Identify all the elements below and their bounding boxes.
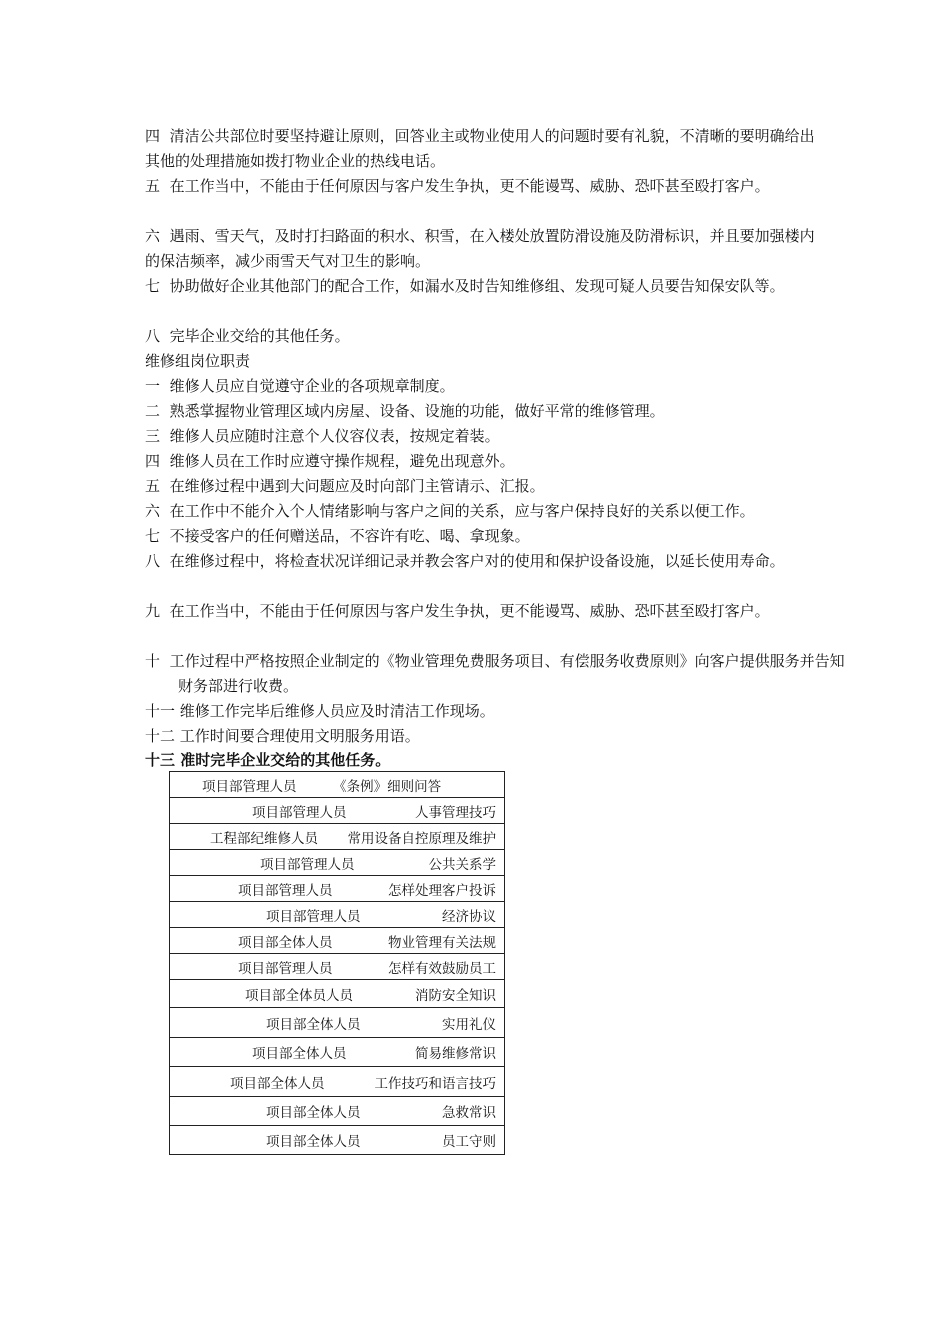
duty-item xyxy=(145,549,848,574)
table-row xyxy=(170,772,505,798)
table-row xyxy=(170,1008,505,1038)
paragraph-four xyxy=(145,124,815,174)
duty-number: 五 xyxy=(145,477,161,495)
duty-number: 九 xyxy=(145,602,161,620)
duty-text: 工作过程中严格按照企业制定的《物业管理免费服务项目、有偿服务收费原则》向客户提供服务并告知财务部进行收费。 xyxy=(169,652,845,695)
trainee: 项目部全体人员 xyxy=(230,1075,325,1092)
paragraph-number: 六 xyxy=(145,227,161,245)
duty-item xyxy=(145,424,815,449)
duty-item xyxy=(145,724,815,749)
course: 人事管理技巧 xyxy=(415,804,496,821)
table-cell xyxy=(170,980,505,1008)
course: 急救常识 xyxy=(442,1105,496,1121)
trainee: 项目部全体人员 xyxy=(238,934,333,951)
course: 工作技巧和语言技巧 xyxy=(374,1075,496,1092)
duty-text: 维修人员应随时注意个人仪容仪表，按规定着装。 xyxy=(169,427,500,445)
duty-number: 十一 xyxy=(145,702,176,720)
table-row xyxy=(170,1126,505,1155)
trainee: 项目部管理人员 xyxy=(260,856,355,873)
duty-text: 维修人员应自觉遵守企业的各项规章制度。 xyxy=(169,377,455,395)
duty-text: 维修工作完毕后维修人员应及时清洁工作现场。 xyxy=(179,702,495,720)
training-table xyxy=(169,771,505,1155)
duty-text: 熟悉掌握物业管理区域内房屋、设备、设施的功能，做好平常的维修管理。 xyxy=(169,402,665,420)
duty-number: 三 xyxy=(145,427,161,445)
paragraph-eight xyxy=(145,324,815,349)
trainee: 项目部管理人员 xyxy=(252,804,347,821)
trainee: 项目部全体人员 xyxy=(252,1046,347,1062)
course: 常用设备自控原理及维护 xyxy=(347,830,496,847)
section-title: 维修组岗位职责 xyxy=(145,352,251,370)
duty-item xyxy=(145,449,815,474)
paragraph-seven xyxy=(145,274,815,299)
trainee: 项目部全体员人员 xyxy=(245,987,353,1004)
duty-item xyxy=(145,499,835,524)
duty-number: 七 xyxy=(145,527,161,545)
table-cell xyxy=(170,1126,505,1155)
trainee: 项目部全体人员 xyxy=(266,1016,361,1033)
duty-item xyxy=(145,649,848,699)
table-cell xyxy=(170,1008,505,1038)
table-row xyxy=(170,928,505,954)
course: 《条例》细则问答 xyxy=(333,778,442,795)
duty-number: 二 xyxy=(145,402,161,420)
duty-item xyxy=(145,699,815,724)
paragraph-text: 完毕企业交给的其他任务。 xyxy=(169,327,350,345)
paragraph-number: 八 xyxy=(145,327,161,345)
table-cell xyxy=(170,928,505,954)
course: 物业管理有关法规 xyxy=(388,934,496,951)
duty-text: 在工作当中，不能由于任何原因与客户发生争执，更不能谩骂、威胁、恐吓甚至殴打客户。 xyxy=(169,602,770,620)
bold-duty-thirteen: 十三 准时完毕企业交给的其他任务。 xyxy=(145,751,391,769)
course: 怎样处理客户投诉 xyxy=(388,882,496,899)
duty-item xyxy=(145,524,815,549)
table-row xyxy=(170,1097,505,1126)
duty-text: 工作时间要合理使用文明服务用语。 xyxy=(179,727,420,745)
paragraph-number: 四 xyxy=(145,127,161,145)
table-row xyxy=(170,798,505,824)
table-cell xyxy=(170,1038,505,1067)
paragraph-number: 五 xyxy=(145,177,161,195)
duty-text: 不接受客户的任何赠送品，不容许有吃、喝、拿现象。 xyxy=(169,527,530,545)
course: 实用礼仪 xyxy=(442,1016,496,1033)
paragraph-text: 在工作当中，不能由于任何原因与客户发生争执，更不能谩骂、威胁、恐吓甚至殴打客户。 xyxy=(169,177,770,195)
duty-item xyxy=(145,399,815,424)
table-cell xyxy=(170,798,505,824)
duty-item xyxy=(145,474,815,499)
paragraph-text: 协助做好企业其他部门的配合工作，如漏水及时告知维修组、发现可疑人员要告知保安队等。 xyxy=(169,277,785,295)
duty-number: 十二 xyxy=(145,727,176,745)
duty-text: 维修人员在工作时应遵守操作规程，避免出现意外。 xyxy=(169,452,515,470)
duty-item xyxy=(145,374,815,399)
trainee: 工程部纪维修人员 xyxy=(210,830,318,847)
duty-text: 在工作中不能介入个人情绪影响与客户之间的关系，应与客户保持良好的关系以便工作。 xyxy=(169,502,755,520)
trainee: 项目部全体人员 xyxy=(266,1105,361,1121)
course: 简易维修常识 xyxy=(415,1046,496,1062)
table-cell xyxy=(170,902,505,928)
course: 怎样有效鼓励员工 xyxy=(388,960,496,977)
table-row xyxy=(170,980,505,1008)
table-row xyxy=(170,824,505,850)
table-row xyxy=(170,850,505,876)
duty-number: 六 xyxy=(145,502,161,520)
paragraph-text: 清洁公共部位时要坚持避让原则，回答业主或物业使用人的问题时要有礼貌，不清晰的要明确给出其他的处理措施如拨打物业企业的热线电话。 xyxy=(145,127,815,170)
table-cell xyxy=(170,1097,505,1126)
trainee: 项目部全体人员 xyxy=(266,1134,361,1150)
paragraph-text: 遇雨、雪天气，及时打扫路面的积水、积雪，在入楼处放置防滑设施及防滑标识，并且要加强楼内的保洁频率，减少雨雪天气对卫生的影响。 xyxy=(145,227,815,270)
duty-text: 在维修过程中，将检查状况详细记录并教会客户对的使用和保护设备设施，以延长使用寿命。 xyxy=(169,552,785,570)
duty-number: 一 xyxy=(145,377,161,395)
duty-item xyxy=(145,599,848,624)
paragraph-number: 七 xyxy=(145,277,161,295)
table-cell xyxy=(170,876,505,902)
course: 经济协议 xyxy=(442,908,496,925)
trainee: 项目部管理人员 xyxy=(238,882,333,899)
table-cell xyxy=(170,954,505,980)
table-cell xyxy=(170,850,505,876)
table-row xyxy=(170,876,505,902)
table-cell xyxy=(170,824,505,850)
paragraph-five xyxy=(145,174,848,199)
course: 员工守则 xyxy=(442,1134,496,1150)
table-cell xyxy=(170,1067,505,1097)
course: 消防安全知识 xyxy=(415,987,496,1004)
duty-number: 八 xyxy=(145,552,161,570)
trainee: 项目部管理人员 xyxy=(238,960,333,977)
table-row xyxy=(170,954,505,980)
course: 公共关系学 xyxy=(428,856,496,873)
table-row xyxy=(170,1038,505,1067)
table-row xyxy=(170,902,505,928)
duty-number: 四 xyxy=(145,452,161,470)
trainee: 项目部管理人员 xyxy=(202,778,297,795)
paragraph-six xyxy=(145,224,815,274)
duty-number: 十 xyxy=(145,652,161,670)
table-cell xyxy=(170,772,505,798)
table-row xyxy=(170,1067,505,1097)
duty-text: 在维修过程中遇到大问题应及时向部门主管请示、汇报。 xyxy=(169,477,545,495)
trainee: 项目部管理人员 xyxy=(266,908,361,925)
